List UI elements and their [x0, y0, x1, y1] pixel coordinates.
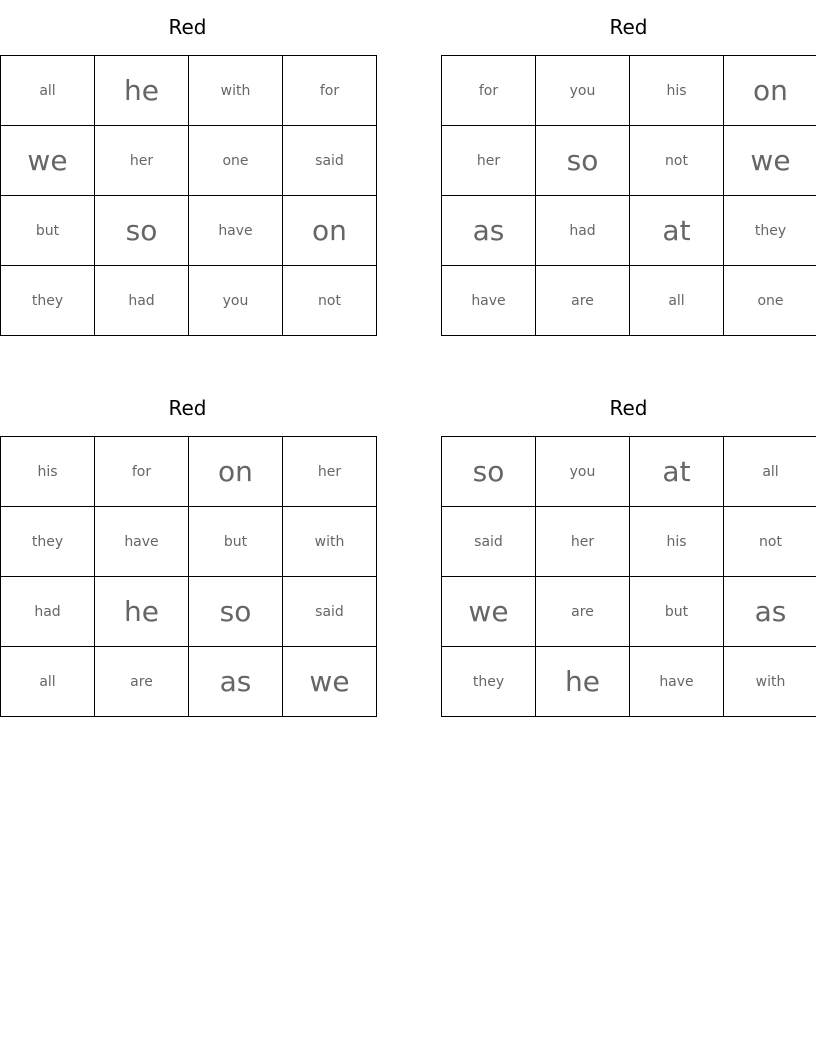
word-cell: we	[442, 577, 536, 647]
word-cell: you	[536, 437, 630, 507]
word-grid	[441, 436, 816, 717]
word-cell: have	[95, 507, 189, 577]
word-cell: so	[442, 437, 536, 507]
word-cell: with	[189, 56, 283, 126]
word-cell: they	[1, 266, 95, 336]
grid-row	[1, 577, 377, 647]
word-cell: for	[442, 56, 536, 126]
word-cell: we	[1, 126, 95, 196]
word-cell: but	[189, 507, 283, 577]
word-cell: he	[95, 56, 189, 126]
card-title: Red	[168, 396, 207, 420]
word-cell: at	[630, 196, 724, 266]
grid-row	[1, 647, 377, 717]
word-cell: not	[283, 266, 377, 336]
word-cell: are	[536, 577, 630, 647]
word-cell: they	[442, 647, 536, 717]
word-cell: he	[95, 577, 189, 647]
grid-row	[1, 196, 377, 266]
grid-row	[442, 126, 816, 196]
word-cell: on	[724, 56, 816, 126]
word-cell: are	[95, 647, 189, 717]
word-grid	[0, 55, 377, 336]
word-cell: they	[1, 507, 95, 577]
word-cell: said	[442, 507, 536, 577]
word-cell: they	[724, 196, 816, 266]
word-cell: said	[283, 126, 377, 196]
grid-row	[442, 56, 816, 126]
word-cell: have	[630, 647, 724, 717]
word-cell: not	[630, 126, 724, 196]
grid-row	[442, 507, 816, 577]
word-cell: her	[95, 126, 189, 196]
card-title: Red	[168, 15, 207, 39]
word-cell: all	[724, 437, 816, 507]
word-cell: with	[283, 507, 377, 577]
word-cell: as	[442, 196, 536, 266]
word-cell: he	[536, 647, 630, 717]
grid-row	[442, 647, 816, 717]
grid-row	[442, 437, 816, 507]
word-cell: on	[189, 437, 283, 507]
word-cell: one	[724, 266, 816, 336]
grid-row	[442, 266, 816, 336]
word-cell: you	[536, 56, 630, 126]
word-cell: her	[536, 507, 630, 577]
grid-row	[1, 56, 377, 126]
word-cell: but	[1, 196, 95, 266]
word-cell: so	[189, 577, 283, 647]
word-cell: her	[442, 126, 536, 196]
card-title: Red	[609, 15, 648, 39]
word-grid	[441, 55, 816, 336]
word-cell: as	[189, 647, 283, 717]
word-cell: on	[283, 196, 377, 266]
word-cell: have	[189, 196, 283, 266]
word-cell: so	[95, 196, 189, 266]
word-cell: for	[283, 56, 377, 126]
grid-row	[1, 507, 377, 577]
card-title: Red	[609, 396, 648, 420]
word-cell: had	[1, 577, 95, 647]
word-cell: his	[630, 507, 724, 577]
grid-row	[442, 196, 816, 266]
word-cell: with	[724, 647, 816, 717]
word-cell: all	[630, 266, 724, 336]
word-cell: all	[1, 647, 95, 717]
word-cell: we	[724, 126, 816, 196]
word-grid	[0, 436, 377, 717]
word-cell: you	[189, 266, 283, 336]
word-cell: had	[536, 196, 630, 266]
word-cell: all	[1, 56, 95, 126]
word-cell: but	[630, 577, 724, 647]
word-cell: we	[283, 647, 377, 717]
grid-row	[1, 437, 377, 507]
grid-row	[442, 577, 816, 647]
grid-row	[1, 266, 377, 336]
word-cell: said	[283, 577, 377, 647]
grid-row	[1, 126, 377, 196]
word-cell: her	[283, 437, 377, 507]
word-cell: are	[536, 266, 630, 336]
word-cell: so	[536, 126, 630, 196]
word-cell: for	[95, 437, 189, 507]
word-cell: his	[1, 437, 95, 507]
word-cell: not	[724, 507, 816, 577]
word-cell: as	[724, 577, 816, 647]
word-cell: at	[630, 437, 724, 507]
word-cell: his	[630, 56, 724, 126]
word-cell: have	[442, 266, 536, 336]
word-cell: one	[189, 126, 283, 196]
word-cell: had	[95, 266, 189, 336]
